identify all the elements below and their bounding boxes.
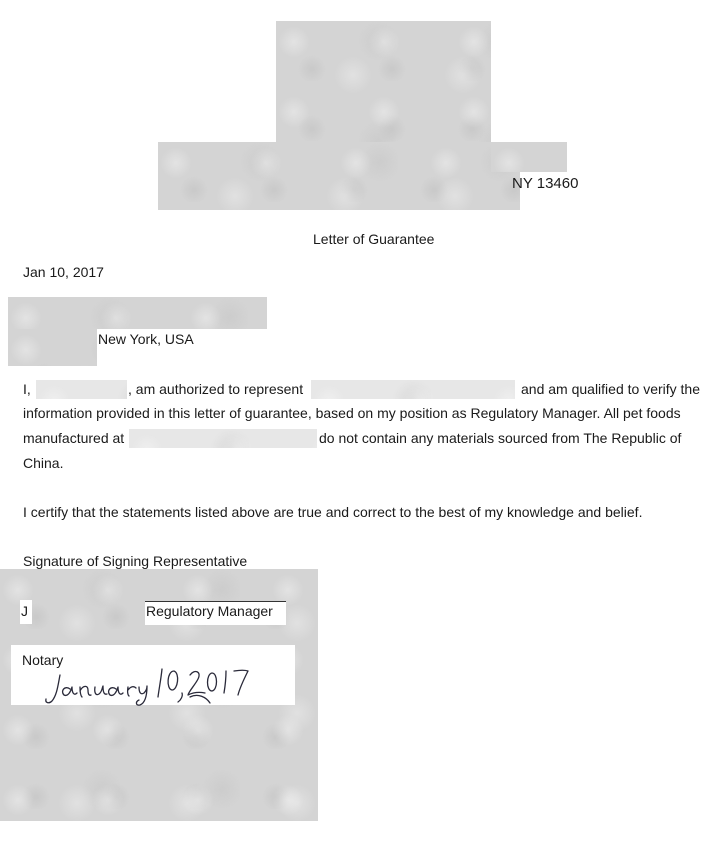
- para1-line2: information provided in this letter of guarantee, based on my position as Regulatory Manager. All pet foods: [23, 405, 681, 421]
- redacted-letterhead-address-tab: [491, 142, 567, 172]
- letter-date: Jan 10, 2017: [23, 264, 104, 280]
- handwritten-date-signature: [40, 663, 270, 707]
- redacted-facility-name: [129, 429, 317, 448]
- redacted-recipient-name: [8, 297, 267, 329]
- para1-line1-middle: , am authorized to represent: [128, 381, 304, 397]
- certification-statement: I certify that the statements listed above are true and correct to the best of my knowledge and belief.: [23, 504, 643, 520]
- signature-heading: Signature of Signing Representative: [23, 553, 248, 569]
- para1-line3-prefix: manufactured at: [23, 430, 125, 446]
- para1-line1-end: and am qualified to verify the: [521, 381, 700, 397]
- notary-label: Notary: [22, 652, 64, 668]
- para1-line1-prefix: I,: [23, 381, 31, 397]
- redacted-recipient-address: [8, 329, 97, 366]
- para1-line3-end: do not contain any materials sourced from The Republic of: [319, 430, 682, 446]
- recipient-location: New York, USA: [98, 331, 194, 347]
- signer-title: Regulatory Manager: [146, 603, 273, 619]
- redacted-letterhead-address: [158, 142, 520, 210]
- redacted-company-name: [311, 380, 515, 399]
- address-zip: NY 13460: [512, 175, 579, 192]
- letter-title: Letter of Guarantee: [313, 231, 435, 247]
- para1-line4: China.: [23, 455, 64, 471]
- redacted-signer-name: [36, 380, 127, 399]
- signature-line: [145, 601, 286, 602]
- redacted-letterhead-logo: [276, 21, 491, 145]
- signer-initial: J: [21, 603, 28, 619]
